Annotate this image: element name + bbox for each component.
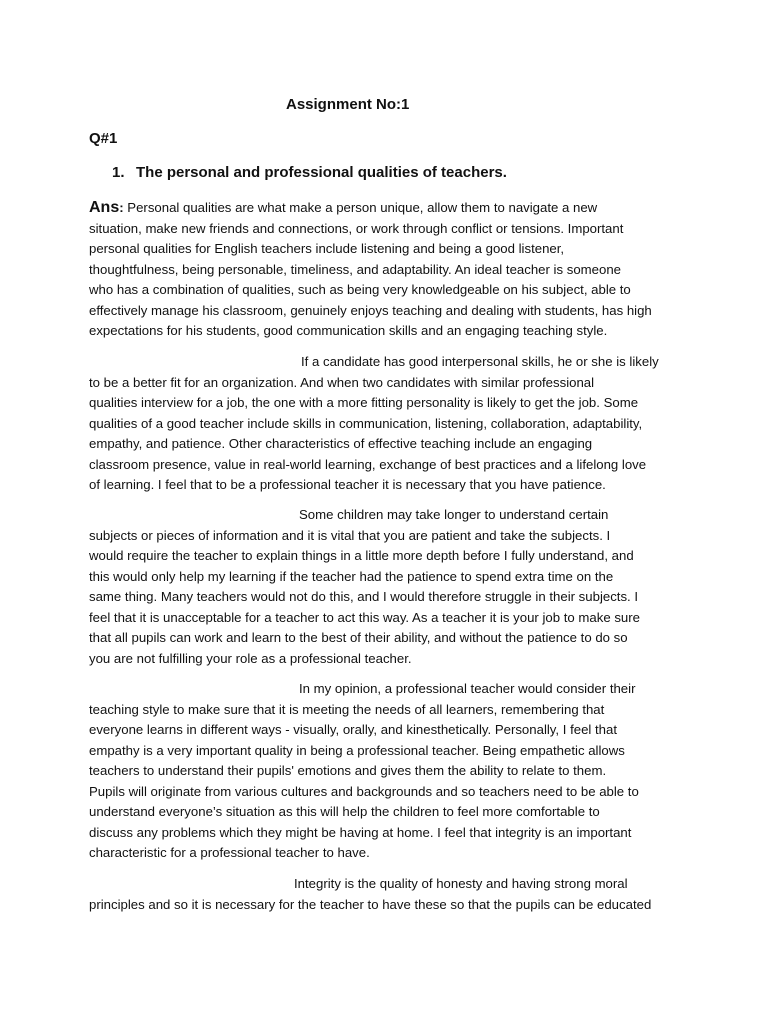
paragraph-line: qualities interview for a job, the one with a more fitting personality is likely to get the job. Some xyxy=(89,395,639,410)
assignment-title: Assignment No:1 xyxy=(286,96,410,113)
paragraph-line xyxy=(89,679,684,700)
answer-paragraph-3 xyxy=(89,505,684,669)
answer-colon: : xyxy=(119,200,124,215)
heading-text: The personal and professional qualities of teachers. xyxy=(136,164,507,181)
paragraph-line: understand everyone’s situation as this will help the children to feel more comfortable to xyxy=(89,804,600,819)
paragraph-line: effectively manage his classroom, genuinely enjoys teaching and dealing with students, has high xyxy=(89,302,652,318)
paragraph-line: feel that it is unacceptable for a teacher to act this way. As a teacher it is your job to make sure xyxy=(89,609,640,625)
paragraph-line: of learning. I feel that to be a professional teacher it is necessary that you have patience. xyxy=(89,477,606,492)
paragraph-line: thoughtfulness, being personable, timeliness, and adaptability. An ideal teacher is someone xyxy=(89,261,621,277)
paragraph-text: Integrity is the quality of honesty and having strong moral xyxy=(294,876,628,891)
paragraph-text: In my opinion, a professional teacher would consider their xyxy=(299,681,636,696)
paragraph-line: situation, make new friends and connections, or work through conflict or tensions. Important xyxy=(89,220,624,236)
paragraph-line: empathy is a very important quality in being a professional teacher. Being empathetic allows xyxy=(89,742,625,758)
answer-paragraph-1 xyxy=(89,198,684,342)
answer-paragraph-5 xyxy=(89,874,684,915)
paragraph-line: characteristic for a professional teacher to have. xyxy=(89,845,370,860)
paragraph-line: personal qualities for English teachers include listening and being a good listener, xyxy=(89,241,565,256)
paragraph-line: same thing. Many teachers would not do this, and I would therefore struggle in their subjects. I xyxy=(89,589,639,604)
paragraph-text: If a candidate has good interpersonal skills, he or she is likely xyxy=(301,354,659,369)
answer-paragraph-2 xyxy=(89,352,684,496)
answer-label: Ans xyxy=(89,199,120,216)
paragraph-line: expectations for his students, good communication skills and an engaging teaching style. xyxy=(89,323,608,338)
paragraph-line: empathy, and patience. Other characteristics of effective teaching include an engaging xyxy=(89,436,593,451)
paragraph-line xyxy=(89,874,684,895)
paragraph-line: to be a better fit for an organization. And when two candidates with similar professional xyxy=(89,374,595,390)
paragraph-line xyxy=(89,505,684,526)
paragraph-line: everyone learns in different ways - visually, orally, and kinesthetically. Personally, I feel that xyxy=(89,722,617,737)
paragraph-line: teachers to understand their pupils' emotions and gives them the ability to relate to them. xyxy=(89,763,607,778)
question-heading xyxy=(112,164,507,181)
paragraph-line xyxy=(89,198,684,219)
paragraph-line: classroom presence, value in real-world learning, exchange of best practices and a lifelong love xyxy=(89,456,647,472)
paragraph-line: you are not fulfilling your role as a professional teacher. xyxy=(89,650,412,666)
paragraph-line: that all pupils can work and learn to the best of their ability, and without the patience to do so xyxy=(89,630,628,645)
paragraph-line: Pupils will originate from various cultures and backgrounds and so teachers need to be able to xyxy=(89,783,639,799)
paragraph-line: subjects or pieces of information and it is vital that you are patient and take the subjects. I xyxy=(89,527,611,543)
paragraph-line: discuss any problems which they might be having at home. I feel that integrity is an important xyxy=(89,824,632,840)
paragraph-line: principles and so it is necessary for the teacher to have these so that the pupils can be educated xyxy=(89,896,652,912)
paragraph-text: Personal qualities are what make a person unique, allow them to navigate a new xyxy=(123,200,598,215)
paragraph-text: Some children may take longer to understand certain xyxy=(299,507,609,522)
paragraph-line: teaching style to make sure that it is meeting the needs of all learners, remembering that xyxy=(89,701,605,717)
paragraph-line xyxy=(89,352,684,373)
question-label: Q#1 xyxy=(89,130,118,147)
paragraph-line: would require the teacher to explain things in a little more depth before I fully understand, and xyxy=(89,548,634,563)
paragraph-line: who has a combination of qualities, such as being very knowledgeable on his subject, able to xyxy=(89,282,631,297)
heading-number: 1. xyxy=(112,164,125,181)
paragraph-line: this would only help my learning if the teacher had the patience to spend extra time on the xyxy=(89,568,614,584)
paragraph-line: qualities of a good teacher include skills in communication, listening, collaboration, adaptability, xyxy=(89,415,643,431)
answer-paragraph-4 xyxy=(89,679,684,864)
